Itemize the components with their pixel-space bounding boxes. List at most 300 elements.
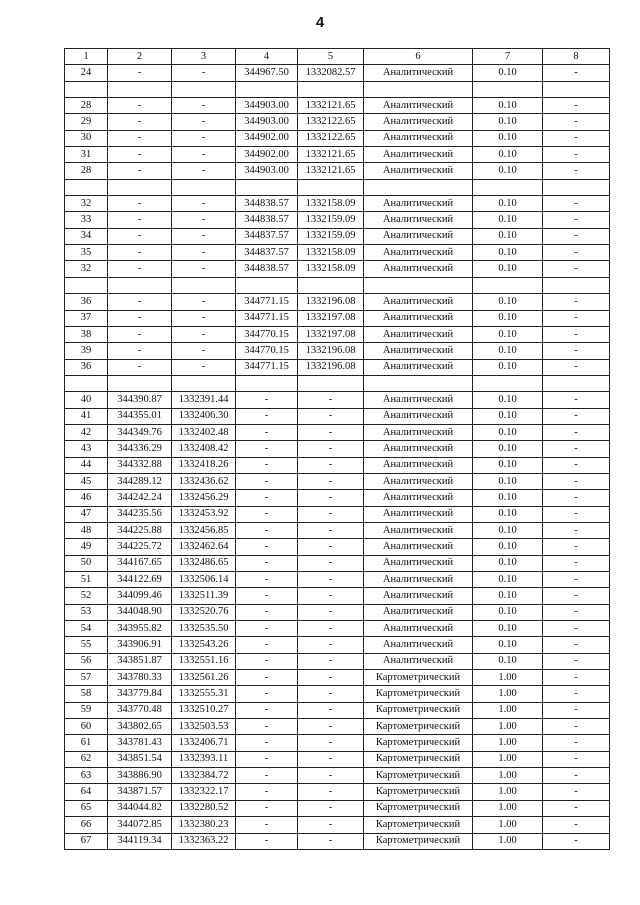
table-cell: Аналитический	[364, 228, 473, 244]
table-row	[65, 702, 610, 718]
table-cell: Аналитический	[364, 441, 473, 457]
table-cell: 1332503.53	[172, 719, 236, 735]
table-cell	[108, 179, 172, 195]
table-cell: 344838.57	[236, 196, 298, 212]
table-header	[65, 49, 610, 65]
table-cell: 56	[65, 653, 108, 669]
column-header: 4	[236, 49, 298, 65]
table-cell: 344837.57	[236, 245, 298, 261]
column-header: 2	[108, 49, 172, 65]
table-cell: 344349.76	[108, 424, 172, 440]
table-row	[65, 653, 610, 669]
table-cell: 344044.82	[108, 800, 172, 816]
table-cell: -	[543, 65, 610, 81]
table-cell	[236, 277, 298, 293]
table-row	[65, 163, 610, 179]
table-row	[65, 310, 610, 326]
table-cell: -	[236, 735, 298, 751]
table-cell: -	[172, 228, 236, 244]
table-cell: 0.10	[473, 408, 543, 424]
table-cell: Аналитический	[364, 588, 473, 604]
table-cell: 1332280.52	[172, 800, 236, 816]
table-cell: 1332322.17	[172, 784, 236, 800]
table-cell: 1332082.57	[298, 65, 364, 81]
table-cell: 0.10	[473, 228, 543, 244]
table-cell: -	[108, 245, 172, 261]
coordinates-table	[64, 48, 610, 850]
table-cell: -	[543, 310, 610, 326]
table-cell: 1.00	[473, 833, 543, 849]
table-cell: -	[543, 245, 610, 261]
table-cell: 344289.12	[108, 473, 172, 489]
table-cell: -	[543, 817, 610, 833]
table-cell: 0.10	[473, 539, 543, 555]
table-cell: -	[543, 424, 610, 440]
table-cell: -	[543, 670, 610, 686]
table-cell: -	[298, 637, 364, 653]
table-cell: 34	[65, 228, 108, 244]
table-cell: 1332363.22	[172, 833, 236, 849]
table-cell: Картометрический	[364, 784, 473, 800]
table-row	[65, 294, 610, 310]
table-cell: Аналитический	[364, 98, 473, 114]
table-cell	[364, 179, 473, 195]
table-row	[65, 539, 610, 555]
table-cell: -	[298, 408, 364, 424]
table-cell: 344903.00	[236, 98, 298, 114]
table-cell	[172, 179, 236, 195]
table-cell: Картометрический	[364, 719, 473, 735]
table-cell: 343779.84	[108, 686, 172, 702]
table-cell: -	[172, 114, 236, 130]
table-cell: 63	[65, 768, 108, 784]
table-row	[65, 228, 610, 244]
table-cell: -	[298, 588, 364, 604]
table-cell: 344390.87	[108, 392, 172, 408]
table-cell: -	[172, 163, 236, 179]
table-cell: -	[108, 163, 172, 179]
table-cell: 0.10	[473, 555, 543, 571]
table-cell: 64	[65, 784, 108, 800]
table-cell: 343886.90	[108, 768, 172, 784]
table-cell: -	[298, 572, 364, 588]
table-cell: Аналитический	[364, 163, 473, 179]
table-cell: 343802.65	[108, 719, 172, 735]
table-cell	[298, 375, 364, 391]
table-cell: -	[236, 702, 298, 718]
table-cell: Аналитический	[364, 294, 473, 310]
table-cell: 24	[65, 65, 108, 81]
table-cell: -	[543, 522, 610, 538]
table-cell: 0.10	[473, 65, 543, 81]
table-cell: 344336.29	[108, 441, 172, 457]
table-cell: -	[298, 784, 364, 800]
table-cell	[236, 179, 298, 195]
table-cell: 1332511.39	[172, 588, 236, 604]
table-row	[65, 441, 610, 457]
table-cell: -	[108, 261, 172, 277]
table-row	[65, 408, 610, 424]
table-cell: -	[543, 506, 610, 522]
table-cell: 0.10	[473, 457, 543, 473]
table-cell: -	[298, 719, 364, 735]
table-row	[65, 621, 610, 637]
table-cell: -	[236, 637, 298, 653]
table-cell: Аналитический	[364, 65, 473, 81]
table-cell: 1332406.30	[172, 408, 236, 424]
table-cell: 343851.87	[108, 653, 172, 669]
table-cell: -	[236, 408, 298, 424]
table-cell: 67	[65, 833, 108, 849]
table-cell: 344771.15	[236, 359, 298, 375]
table-cell: 1332196.08	[298, 359, 364, 375]
table-cell: -	[298, 604, 364, 620]
table-cell: 39	[65, 343, 108, 359]
table-cell: -	[172, 130, 236, 146]
table-cell: -	[543, 98, 610, 114]
table-row	[65, 130, 610, 146]
table-cell: -	[108, 326, 172, 342]
table-cell: 1332158.09	[298, 196, 364, 212]
table-cell: 0.10	[473, 653, 543, 669]
table-cell: Аналитический	[364, 572, 473, 588]
table-cell: 36	[65, 294, 108, 310]
table-cell: Картометрический	[364, 670, 473, 686]
table-cell: Аналитический	[364, 359, 473, 375]
table-cell: 46	[65, 490, 108, 506]
table-cell: 52	[65, 588, 108, 604]
table-cell: -	[543, 326, 610, 342]
table-row	[65, 212, 610, 228]
table-cell: 0.10	[473, 98, 543, 114]
table-cell: -	[108, 212, 172, 228]
table-cell: 42	[65, 424, 108, 440]
table-cell: -	[543, 604, 610, 620]
table-cell: -	[298, 653, 364, 669]
table-cell: -	[543, 833, 610, 849]
table-cell: Аналитический	[364, 343, 473, 359]
table-cell: Аналитический	[364, 473, 473, 489]
table-cell: -	[543, 555, 610, 571]
table-cell	[65, 277, 108, 293]
table-cell: Аналитический	[364, 130, 473, 146]
table-row	[65, 196, 610, 212]
table-cell: -	[172, 261, 236, 277]
table-cell: 1332391.44	[172, 392, 236, 408]
table-cell: 0.10	[473, 130, 543, 146]
table-cell: Аналитический	[364, 555, 473, 571]
table-cell: -	[108, 294, 172, 310]
table-cell: -	[172, 196, 236, 212]
table-cell: -	[236, 588, 298, 604]
table-cell: 0.10	[473, 261, 543, 277]
table-cell: 1332535.50	[172, 621, 236, 637]
table-cell: 1332561.26	[172, 670, 236, 686]
table-cell	[473, 277, 543, 293]
table-cell: 1332462.64	[172, 539, 236, 555]
table-cell: 43	[65, 441, 108, 457]
table-cell: Аналитический	[364, 212, 473, 228]
table-cell	[298, 179, 364, 195]
table-cell: 1332520.76	[172, 604, 236, 620]
table-cell: 0.10	[473, 392, 543, 408]
table-cell: 344770.15	[236, 326, 298, 342]
table-cell: 1332408.42	[172, 441, 236, 457]
table-row	[65, 147, 610, 163]
table-cell: 344771.15	[236, 294, 298, 310]
table-row	[65, 65, 610, 81]
table-cell: -	[236, 506, 298, 522]
table-cell: -	[108, 114, 172, 130]
table-cell: 344903.00	[236, 163, 298, 179]
table-cell: -	[108, 359, 172, 375]
table-cell: 1.00	[473, 800, 543, 816]
table-cell: 343770.48	[108, 702, 172, 718]
table-cell	[543, 81, 610, 97]
table-cell: -	[172, 98, 236, 114]
table-cell: -	[298, 670, 364, 686]
table-cell: 0.10	[473, 359, 543, 375]
table-cell: -	[298, 621, 364, 637]
table-cell: 0.10	[473, 343, 543, 359]
table-cell: -	[236, 473, 298, 489]
table-cell: 0.10	[473, 163, 543, 179]
table-cell: -	[236, 572, 298, 588]
table-cell: 343871.57	[108, 784, 172, 800]
table-cell	[65, 179, 108, 195]
table-cell: 0.10	[473, 588, 543, 604]
table-cell: 0.10	[473, 441, 543, 457]
table-cell: Аналитический	[364, 637, 473, 653]
table-cell: 45	[65, 473, 108, 489]
table-row	[65, 98, 610, 114]
table-cell: -	[543, 261, 610, 277]
table-cell: 1332158.09	[298, 245, 364, 261]
table-cell: 1.00	[473, 719, 543, 735]
table-cell: 30	[65, 130, 108, 146]
table-cell: -	[236, 670, 298, 686]
table-cell: 344770.15	[236, 343, 298, 359]
table-cell: 1.00	[473, 702, 543, 718]
table-cell: 1332436.62	[172, 473, 236, 489]
table-cell: -	[236, 621, 298, 637]
table-cell: -	[543, 408, 610, 424]
table-cell: 28	[65, 163, 108, 179]
table-cell	[172, 81, 236, 97]
table-cell: -	[298, 424, 364, 440]
table-cell: 35	[65, 245, 108, 261]
table-cell: -	[543, 800, 610, 816]
table-cell: 28	[65, 98, 108, 114]
table-cell: -	[108, 196, 172, 212]
table-cell: 344072.85	[108, 817, 172, 833]
table-cell: 1332453.92	[172, 506, 236, 522]
table-row	[65, 457, 610, 473]
table-cell: 344048.90	[108, 604, 172, 620]
table-cell: 0.10	[473, 310, 543, 326]
page-number: 4	[315, 14, 325, 31]
table-row	[65, 114, 610, 130]
table-cell: 59	[65, 702, 108, 718]
table-cell: Картометрический	[364, 833, 473, 849]
table-cell: 1332418.26	[172, 457, 236, 473]
table-cell: -	[172, 147, 236, 163]
column-header: 5	[298, 49, 364, 65]
table-cell	[172, 277, 236, 293]
table-cell: -	[298, 441, 364, 457]
table-cell: -	[172, 245, 236, 261]
table-row	[65, 817, 610, 833]
table-cell: 62	[65, 751, 108, 767]
table-body	[65, 65, 610, 850]
table-cell: 1332406.71	[172, 735, 236, 751]
table-cell: 1332456.85	[172, 522, 236, 538]
header-row	[65, 49, 610, 65]
table-cell: 344902.00	[236, 147, 298, 163]
table-cell: -	[236, 392, 298, 408]
table-cell: 0.10	[473, 424, 543, 440]
table-cell: -	[543, 130, 610, 146]
table-cell	[473, 81, 543, 97]
table-cell: 61	[65, 735, 108, 751]
table-cell: -	[543, 653, 610, 669]
table-cell: 1332121.65	[298, 147, 364, 163]
table-cell	[108, 277, 172, 293]
table-cell: 1.00	[473, 670, 543, 686]
table-cell: -	[298, 522, 364, 538]
table-cell: -	[543, 588, 610, 604]
table-cell: 0.10	[473, 490, 543, 506]
table-cell: 344225.88	[108, 522, 172, 538]
table-row	[65, 751, 610, 767]
table-cell: 0.10	[473, 572, 543, 588]
table-cell: -	[108, 310, 172, 326]
table-row	[65, 637, 610, 653]
table-cell	[172, 375, 236, 391]
table-cell: 1.00	[473, 768, 543, 784]
table-cell: -	[298, 473, 364, 489]
table-cell: Картометрический	[364, 768, 473, 784]
table-cell: -	[236, 719, 298, 735]
table-cell: 47	[65, 506, 108, 522]
table-cell: Аналитический	[364, 196, 473, 212]
column-header: 8	[543, 49, 610, 65]
table-cell	[543, 277, 610, 293]
table-cell: 344119.34	[108, 833, 172, 849]
table-cell: -	[236, 751, 298, 767]
table-cell: -	[298, 833, 364, 849]
table-cell: 50	[65, 555, 108, 571]
table-cell: 31	[65, 147, 108, 163]
table-cell	[364, 277, 473, 293]
table-row	[65, 359, 610, 375]
table-row	[65, 81, 610, 97]
table-cell: 1332158.09	[298, 261, 364, 277]
table-cell: Картометрический	[364, 735, 473, 751]
table-cell: -	[236, 784, 298, 800]
table-cell: 344771.15	[236, 310, 298, 326]
table-cell: -	[298, 555, 364, 571]
table-cell	[543, 179, 610, 195]
table-cell: -	[108, 65, 172, 81]
table-cell: -	[108, 130, 172, 146]
table-cell: 344099.46	[108, 588, 172, 604]
table-cell: -	[236, 490, 298, 506]
table-row	[65, 768, 610, 784]
table-cell: -	[543, 702, 610, 718]
table-cell: 0.10	[473, 245, 543, 261]
table-cell: -	[298, 751, 364, 767]
table-cell: 344235.56	[108, 506, 172, 522]
table-cell: 1.00	[473, 817, 543, 833]
table-cell: Аналитический	[364, 522, 473, 538]
table-cell: Аналитический	[364, 245, 473, 261]
table-cell: Аналитический	[364, 539, 473, 555]
table-cell: -	[543, 768, 610, 784]
table-cell: -	[543, 784, 610, 800]
table-row	[65, 588, 610, 604]
table-cell: 1332384.72	[172, 768, 236, 784]
table-cell: 344355.01	[108, 408, 172, 424]
table-cell: Аналитический	[364, 490, 473, 506]
table-cell: -	[172, 294, 236, 310]
table-row	[65, 555, 610, 571]
table-cell: -	[172, 359, 236, 375]
table-cell: 53	[65, 604, 108, 620]
table-cell: 344122.69	[108, 572, 172, 588]
table-cell: 1332555.31	[172, 686, 236, 702]
table-cell	[236, 375, 298, 391]
table-cell: 344225.72	[108, 539, 172, 555]
table-cell: -	[543, 735, 610, 751]
table-cell: 0.10	[473, 114, 543, 130]
table-row	[65, 473, 610, 489]
table-cell: Аналитический	[364, 310, 473, 326]
table-row	[65, 800, 610, 816]
table-cell	[298, 81, 364, 97]
table-cell: Аналитический	[364, 114, 473, 130]
table-cell: -	[108, 228, 172, 244]
table-cell: -	[543, 114, 610, 130]
table-cell: Аналитический	[364, 424, 473, 440]
table-cell: -	[108, 98, 172, 114]
column-header: 1	[65, 49, 108, 65]
table-cell: -	[543, 343, 610, 359]
table-cell: -	[298, 457, 364, 473]
table-cell: -	[298, 506, 364, 522]
table-cell: 344903.00	[236, 114, 298, 130]
table-cell: 0.10	[473, 637, 543, 653]
table-cell: 1.00	[473, 686, 543, 702]
table-row	[65, 326, 610, 342]
table-cell: 1332380.23	[172, 817, 236, 833]
table-cell: 1332486.65	[172, 555, 236, 571]
table-cell: -	[543, 228, 610, 244]
table-cell	[473, 375, 543, 391]
table-cell: 48	[65, 522, 108, 538]
table-cell: 0.10	[473, 212, 543, 228]
column-header: 6	[364, 49, 473, 65]
table-cell: Аналитический	[364, 408, 473, 424]
table-cell: 1332122.65	[298, 114, 364, 130]
table-cell: -	[172, 310, 236, 326]
table-row	[65, 506, 610, 522]
table-cell: 1332197.08	[298, 326, 364, 342]
table-cell: 343851.54	[108, 751, 172, 767]
table-cell	[108, 81, 172, 97]
table-cell: -	[543, 719, 610, 735]
table-cell: 1332121.65	[298, 163, 364, 179]
